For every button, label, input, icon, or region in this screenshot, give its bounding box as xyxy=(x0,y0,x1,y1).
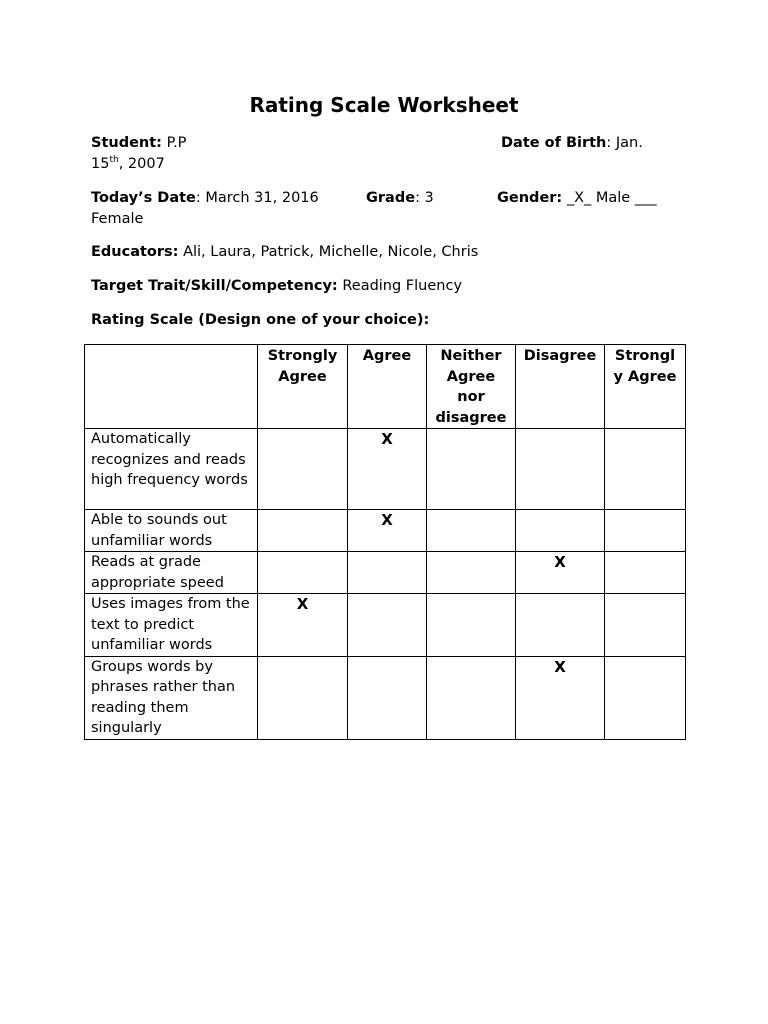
target-label: Target Trait/Skill/Competency: xyxy=(91,278,338,294)
rating-scale-heading: Rating Scale (Design one of your choice): xyxy=(91,312,430,328)
dob-label: Date of Birth xyxy=(501,135,607,151)
table-row xyxy=(85,510,686,552)
grade-field xyxy=(366,188,434,209)
criterion-cell: Reads at grade appropriate speed xyxy=(85,552,258,594)
table-row xyxy=(85,594,686,657)
dob-day-suffix: th xyxy=(109,155,119,165)
mark-cell xyxy=(516,594,605,657)
student-label: Student: xyxy=(91,135,162,151)
grade-value: : 3 xyxy=(415,190,434,206)
educators-field xyxy=(91,242,478,263)
mark-cell xyxy=(258,429,348,510)
gender-value: _X_ Male ___ xyxy=(562,190,657,206)
grade-label: Grade xyxy=(366,190,416,206)
mark-cell: X xyxy=(348,429,427,510)
mark-cell xyxy=(516,429,605,510)
mark-cell xyxy=(427,594,516,657)
header-strongly-agree-2: Strongly Agree xyxy=(605,345,686,429)
table-row xyxy=(85,429,686,510)
gender-label: Gender: xyxy=(497,190,563,206)
mark-cell xyxy=(348,594,427,657)
table-header-row xyxy=(85,345,686,429)
header-neither: Neither Agree nor disagree xyxy=(427,345,516,429)
mark-cell xyxy=(348,552,427,594)
mark-cell: X xyxy=(516,656,605,739)
mark-cell: X xyxy=(258,594,348,657)
mark-cell xyxy=(605,656,686,739)
table-row xyxy=(85,656,686,739)
mark-cell xyxy=(605,429,686,510)
rating-table xyxy=(84,344,686,740)
todays-date-value: : March 31, 2016 xyxy=(195,190,319,206)
mark-cell xyxy=(427,429,516,510)
header-disagree: Disagree xyxy=(516,345,605,429)
dob-day: 15 xyxy=(91,156,110,172)
mark-cell xyxy=(605,594,686,657)
mark-cell xyxy=(605,510,686,552)
page-title: Rating Scale Worksheet xyxy=(249,93,519,117)
mark-cell xyxy=(427,552,516,594)
mark-cell: X xyxy=(348,510,427,552)
todays-date-label: Today’s Date xyxy=(91,190,196,206)
dob-value: : Jan. xyxy=(606,135,643,151)
header-agree: Agree xyxy=(348,345,427,429)
table-row xyxy=(85,552,686,594)
mark-cell xyxy=(427,656,516,739)
gender-continuation: Female xyxy=(91,211,144,227)
dob-year: , 2007 xyxy=(118,156,165,172)
mark-cell xyxy=(258,656,348,739)
mark-cell xyxy=(258,552,348,594)
todays-date-field xyxy=(91,188,319,209)
target-value: Reading Fluency xyxy=(337,278,463,294)
student-field xyxy=(91,133,186,154)
criterion-cell: Groups words by phrases rather than reading them singularly xyxy=(85,656,258,739)
header-strongly-agree: Strongly Agree xyxy=(258,345,348,429)
dob-continuation xyxy=(91,154,165,175)
target-field xyxy=(91,276,462,297)
criterion-cell: Able to sounds out unfamiliar words xyxy=(85,510,258,552)
mark-cell: X xyxy=(516,552,605,594)
criterion-cell: Automatically recognizes and reads high frequency words xyxy=(85,429,258,510)
criterion-cell: Uses images from the text to predict unfamiliar words xyxy=(85,594,258,657)
mark-cell xyxy=(348,656,427,739)
student-value: P.P xyxy=(161,135,187,151)
educators-label: Educators: xyxy=(91,244,179,260)
dob-field xyxy=(501,133,643,154)
mark-cell xyxy=(605,552,686,594)
educators-value: Ali, Laura, Patrick, Michelle, Nicole, Chris xyxy=(178,244,479,260)
mark-cell xyxy=(427,510,516,552)
header-cell-blank xyxy=(85,345,258,429)
gender-field xyxy=(497,188,657,209)
mark-cell xyxy=(516,510,605,552)
mark-cell xyxy=(258,510,348,552)
